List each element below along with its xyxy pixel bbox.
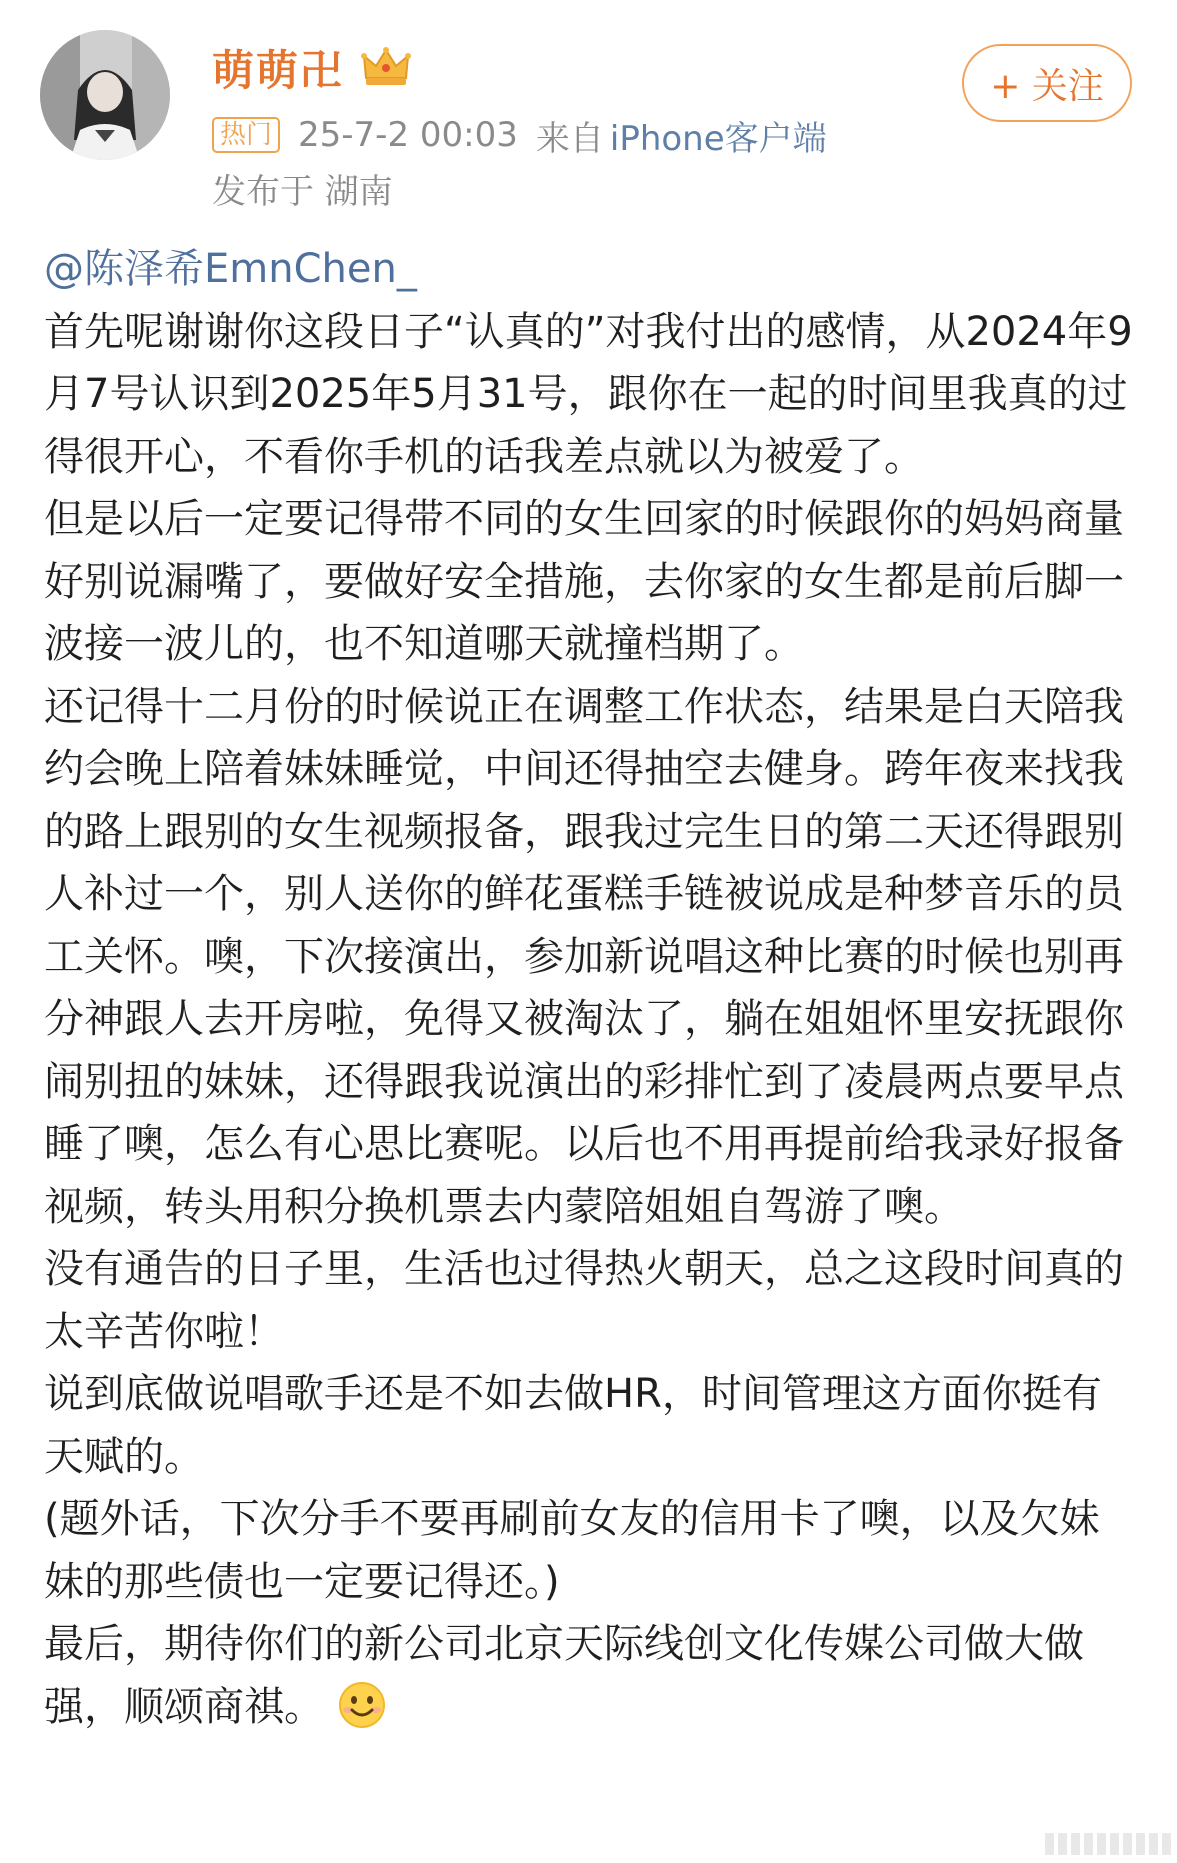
paragraph: 还记得十二月份的时候说正在调整工作状态，结果是白天陪我约会晚上陪着妹妹睡觉，中间还得抽空去健身。跨年夜来找我的路上跟别的女生视频报备，跟我过完生日的第二天还得跟别人补过一个，别人送你的鲜花蛋糕手链被说成是种梦音乐的员工关怀。噢，下次接演出，参加新说唱这种比赛的时候也别再分神跟人去开房啦，免得又被淘汰了，躺在姐姐怀里安抚跟你闹别扭的妹妹，还得跟我说演出的彩排忙到了凌晨两点要早点睡了噢，怎么有心思比赛呢。以后也不用再提前给我录好报备视频，转头用积分换机票去内蒙陪姐姐自驾游了噢。 [44, 683, 1124, 1230]
source-prefix: 来自 [535, 118, 604, 159]
follow-button[interactable]: + 关注 [962, 44, 1132, 122]
paragraph: (题外话，下次分手不要再刷前女友的信用卡了噢，以及欠妹妹的那些债也一定要记得还。) [44, 1496, 1100, 1605]
author-name[interactable]: 萌萌卍 [212, 46, 345, 95]
post-timestamp: 25-7-2 00:03 [298, 115, 518, 155]
paragraph: 但是以后一定要记得带不同的女生回家的时候跟你的妈妈商量好别说漏嘴了，要做好安全措施，去你家的女生都是前后脚一波接一波儿的，也不知道哪天就撞档期了。 [44, 496, 1124, 667]
paragraph-final-text: 最后，期待你们的新公司北京天际线创文化传媒公司做大做强，顺颂商祺。 [44, 1621, 1084, 1730]
crown-icon [360, 44, 412, 88]
hot-badge: 热门 [212, 117, 280, 153]
post-header [0, 0, 1177, 220]
paragraph: 说到底做说唱歌手还是不如去做HR，时间管理这方面你挺有天赋的。 [44, 1371, 1102, 1480]
post-location: 发布于 湖南 [212, 172, 393, 212]
smile-emoji-icon [337, 1680, 387, 1730]
avatar-image [40, 30, 170, 160]
paragraph-final [44, 1613, 1134, 1738]
post-meta [212, 112, 827, 158]
paragraph: 首先呢谢谢你这段日子“认真的”对我付出的感情，从2024年9月7号认识到2025年5月31号，跟你在一起的时间里我真的过得很开心，不看你手机的话我差点就以为被爱了。 [44, 308, 1133, 480]
watermark-bars [1045, 1833, 1171, 1855]
post-source[interactable]: iPhone客户端 [609, 118, 827, 159]
post-body [44, 238, 1134, 1738]
paragraph: 没有通告的日子里，生活也过得热火朝天，总之这段时间真的太辛苦你啦！ [44, 1246, 1124, 1355]
avatar[interactable] [40, 30, 170, 160]
mention-link[interactable]: @陈泽希EmnChen_ [44, 246, 417, 292]
